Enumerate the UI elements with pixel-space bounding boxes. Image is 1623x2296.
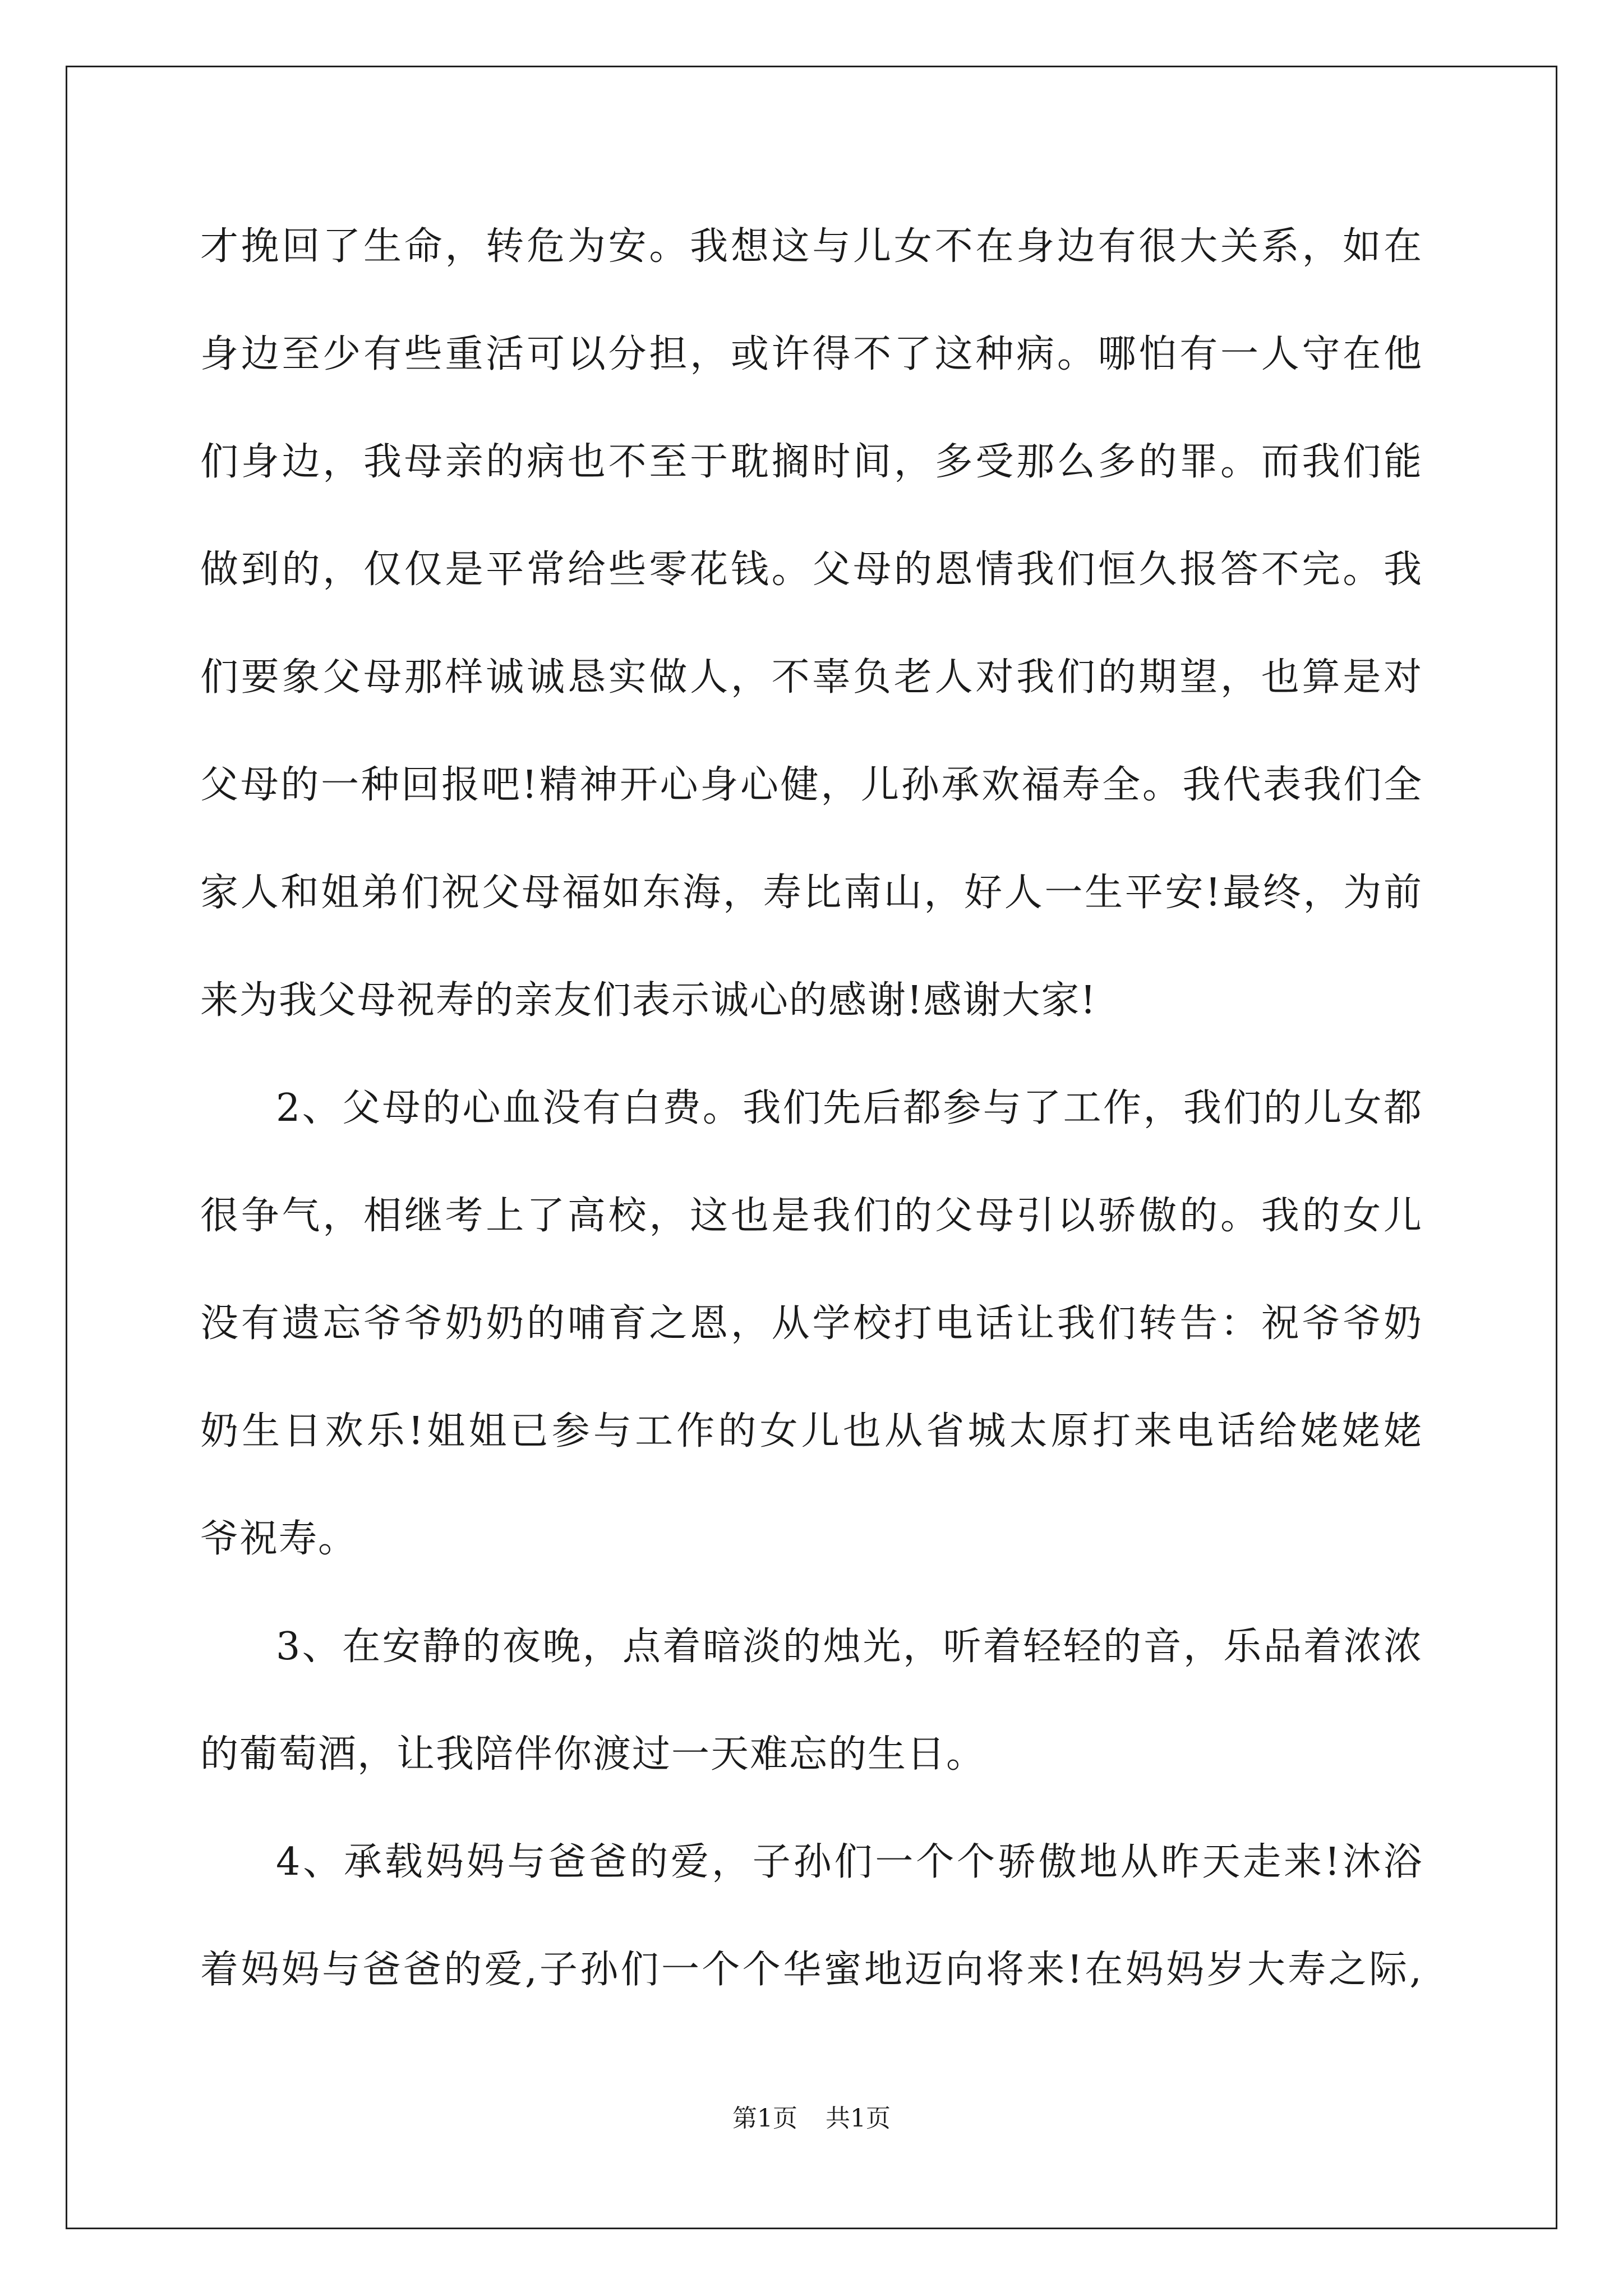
text-line: 们要象父母那样诚诚恳实做人，不辜负老人对我们的期望，也算是对 xyxy=(200,655,1423,700)
paragraph-3-first-line: 3、在安静的夜晚，点着暗淡的烛光，听着轻轻的音，乐品着浓浓 xyxy=(276,1625,1423,1669)
text-line: 们身边，我母亲的病也不至于耽搁时间，多受那么多的罪。而我们能 xyxy=(200,440,1423,484)
page-footer xyxy=(0,2098,1623,2134)
text-line: 爷祝寿。 xyxy=(200,1517,358,1561)
paragraph-4-first-line: 4、承载妈妈与爸爸的爱，子孙们一个个骄傲地从昨天走来!沐浴 xyxy=(276,1840,1423,1884)
document-body xyxy=(200,213,1423,2044)
text-line: 很争气，相继考上了高校，这也是我们的父母引以骄傲的。我的女儿 xyxy=(200,1194,1423,1238)
text-line: 着妈妈与爸爸的爱,子孙们一个个华蜜地迈向将来!在妈妈岁大寿之际, xyxy=(200,1948,1423,1992)
text-line: 没有遗忘爷爷奶奶的哺育之恩，从学校打电话让我们转告：祝爷爷奶 xyxy=(200,1301,1423,1346)
text-line: 来为我父母祝寿的亲友们表示诚心的感谢!感谢大家! xyxy=(200,978,1097,1023)
text-line: 奶生日欢乐!姐姐已参与工作的女儿也从省城太原打来电话给姥姥姥 xyxy=(200,1409,1423,1453)
text-line: 做到的，仅仅是平常给些零花钱。父母的恩情我们恒久报答不完。我 xyxy=(200,547,1423,592)
text-line: 身边至少有些重活可以分担，或许得不了这种病。哪怕有一人守在他 xyxy=(200,332,1423,376)
page-number: 第1页 xyxy=(732,2104,797,2133)
text-line: 才挽回了生命，转危为安。我想这与儿女不在身边有很大关系，如在 xyxy=(200,224,1423,269)
page-total: 共1页 xyxy=(826,2104,891,2133)
text-line: 家人和姐弟们祝父母福如东海，寿比南山，好人一生平安!最终，为前 xyxy=(200,871,1423,915)
paragraph-2-first-line: 2、父母的心血没有白费。我们先后都参与了工作，我们的儿女都 xyxy=(276,1086,1423,1130)
text-line: 的葡萄酒，让我陪伴你渡过一天难忘的生日。 xyxy=(200,1732,986,1777)
text-line: 父母的一种回报吧!精神开心身心健，儿孙承欢福寿全。我代表我们全 xyxy=(200,763,1423,807)
